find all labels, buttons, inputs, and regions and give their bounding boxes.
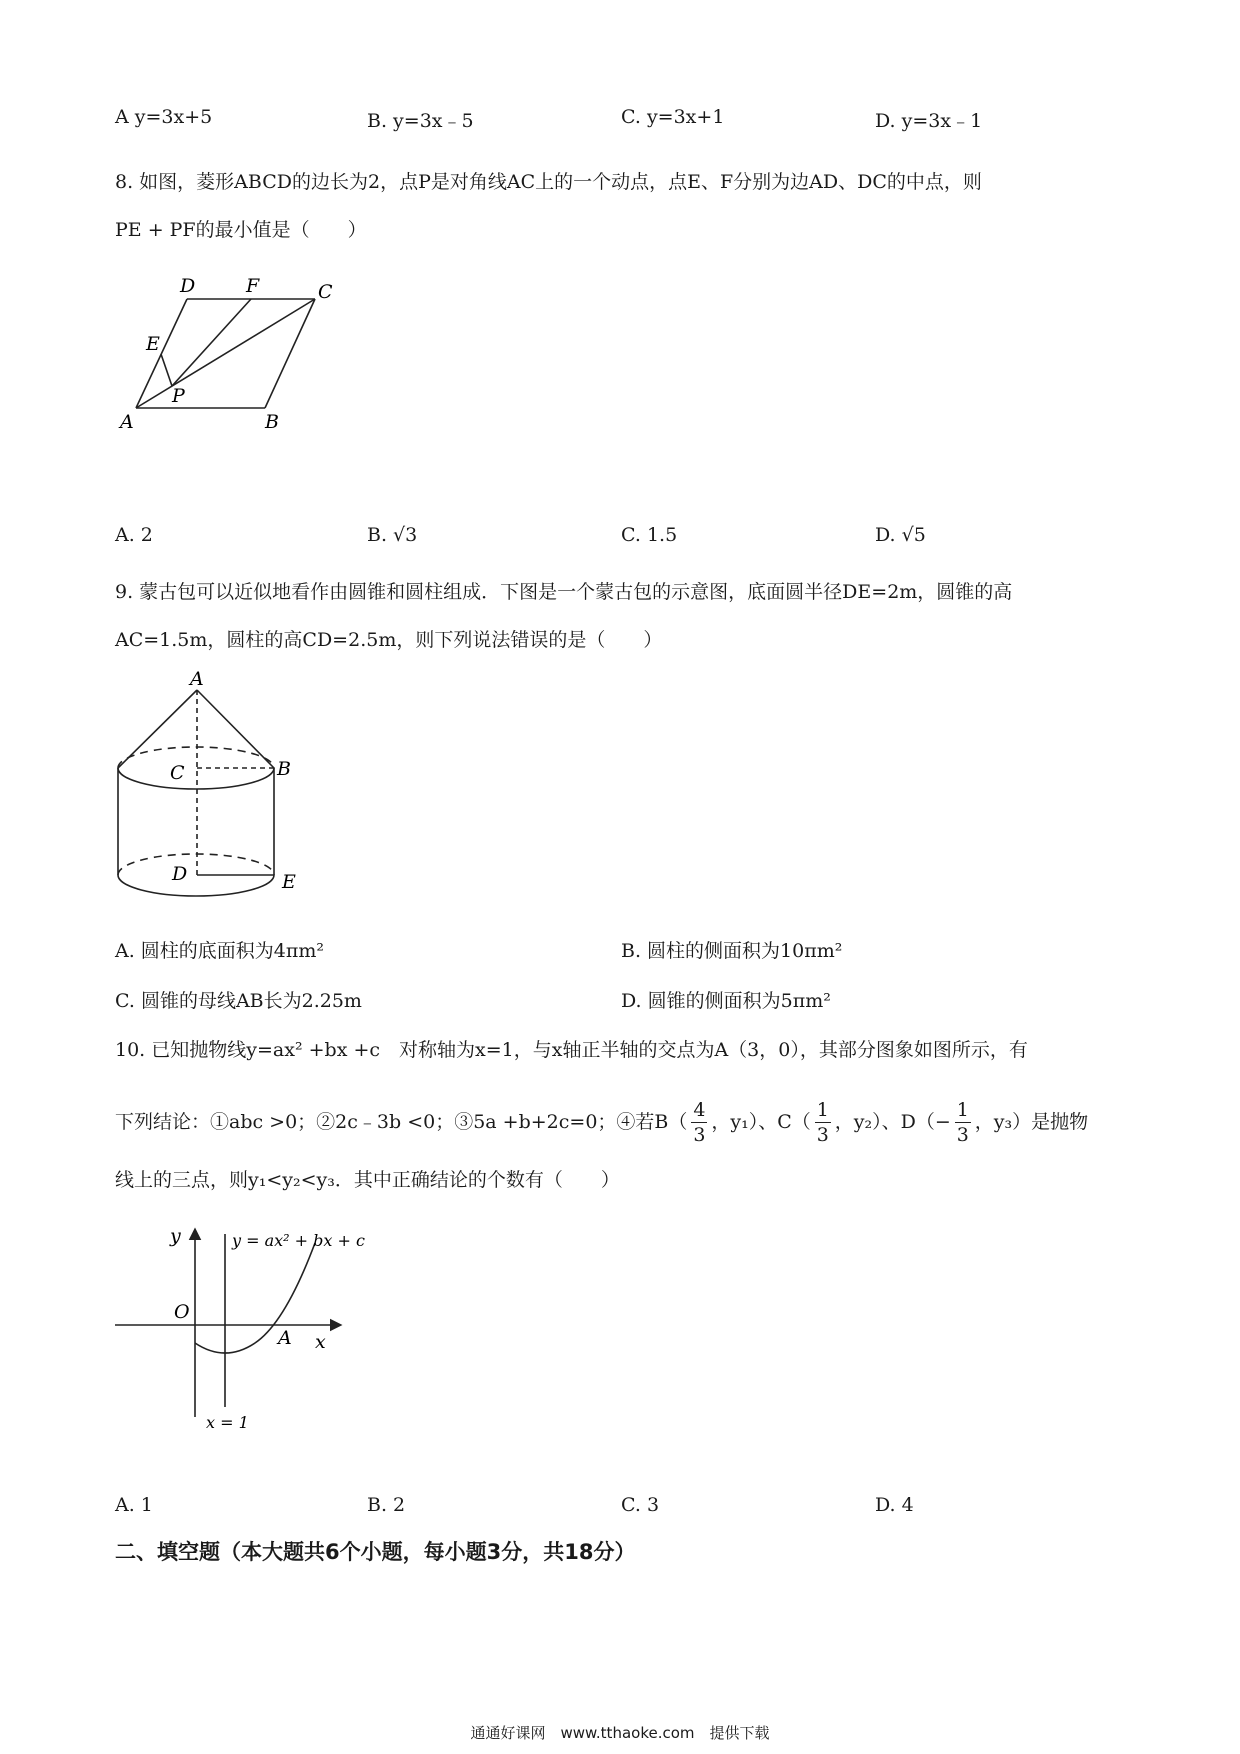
q10-option-a: A. 1 xyxy=(115,1494,153,1516)
q7-option-c: C. y=3x+1 xyxy=(621,106,725,128)
q9-stem-line1: 9. 蒙古包可以近似地看作由圆锥和圆柱组成．下图是一个蒙古包的示意图，底面圆半径DE=2m，圆锥的高 xyxy=(115,581,1013,603)
q8-rhombus-figure xyxy=(110,268,350,438)
q10-option-d: D. 4 xyxy=(875,1494,914,1516)
label-a: A xyxy=(278,1327,292,1349)
q9-option-c: C. 圆锥的母线AB长为2.25m xyxy=(115,990,362,1012)
label-a: A xyxy=(190,668,204,690)
top-ellipse-front xyxy=(118,768,274,789)
page-footer: 通通好课网 www.tthaoke.com 提供下载 xyxy=(470,1724,770,1742)
q8-option-b: B. √3 xyxy=(367,524,418,546)
label-x: x xyxy=(315,1331,326,1353)
q10-line2-start: 下列结论：①abc >0；②2c﹣3b <0；③5a +b+2c=0；④若B（ xyxy=(115,1111,688,1133)
cone-right-slant xyxy=(197,690,274,768)
label-p: P xyxy=(172,385,185,407)
q10-stem-line3: 线上的三点，则y₁<y₂<y₃．其中正确结论的个数有（ ） xyxy=(115,1169,620,1191)
fraction-c-den: 3 xyxy=(816,1123,829,1146)
section-title: 二、填空题（本大题共6个小题，每小题3分，共18分） xyxy=(115,1540,636,1564)
q10-line2-mid2: ，y₂）、D（− xyxy=(834,1111,951,1133)
segment-pf xyxy=(172,299,251,386)
label-y: y xyxy=(170,1225,181,1247)
top-ellipse-back xyxy=(118,747,274,768)
fraction-b-den: 3 xyxy=(693,1123,706,1146)
fraction-d-num: 1 xyxy=(956,1098,969,1121)
q7-option-d: D. y=3x﹣1 xyxy=(875,110,983,132)
q10-option-b: B. 2 xyxy=(367,1494,406,1516)
q8-options xyxy=(115,524,1135,554)
q9-option-d: D. 圆锥的侧面积为5πm² xyxy=(621,990,831,1012)
q9-options xyxy=(115,936,1135,1016)
label-axis: x = 1 xyxy=(206,1413,249,1432)
q9-option-a: A. 圆柱的底面积为4πm² xyxy=(115,940,325,962)
q9-stem-line2: AC=1.5m，圆柱的高CD=2.5m，则下列说法错误的是（ ） xyxy=(115,629,663,651)
label-c: C xyxy=(318,281,333,303)
q8-option-c: C. 1.5 xyxy=(621,524,678,546)
q10-line2-mid1: ，y₁）、C（ xyxy=(711,1111,811,1133)
segment-pe xyxy=(161,354,172,386)
label-d: D xyxy=(172,863,188,885)
label-e: E xyxy=(282,871,296,893)
q10-stem-line1: 10. 已知抛物线y=ax² +bx +c 对称轴为x=1，与x轴正半轴的交点为A（3，0），其部分图象如图所示，有 xyxy=(115,1039,1028,1061)
q10-parabola-figure xyxy=(110,1222,390,1442)
q10-line2-end: ，y₃）是抛物 xyxy=(974,1111,1089,1133)
label-c: C xyxy=(170,762,185,784)
q8-option-a: A. 2 xyxy=(115,524,153,546)
q10-stem-line2 xyxy=(115,1090,1088,1154)
fraction-c-num: 1 xyxy=(816,1098,829,1121)
label-equation: y = ax² + bx + c xyxy=(232,1231,365,1250)
q7-option-b: B. y=3x﹣5 xyxy=(367,110,474,132)
q9-option-b: B. 圆柱的侧面积为10πm² xyxy=(621,940,843,962)
fraction-d-den: 3 xyxy=(956,1123,969,1146)
label-a: A xyxy=(120,411,134,433)
diagonal-ac xyxy=(136,299,315,408)
label-b: B xyxy=(265,411,279,433)
label-f: F xyxy=(246,275,260,297)
q10-options xyxy=(115,1494,1135,1524)
label-o: O xyxy=(174,1301,190,1323)
q8-stem-line2: PE + PF的最小值是（ ） xyxy=(115,219,367,241)
fraction-b-num: 4 xyxy=(693,1098,706,1121)
q7-option-a: A y=3x+5 xyxy=(115,106,213,128)
q8-option-d: D. √5 xyxy=(875,524,926,546)
bottom-ellipse-front xyxy=(118,875,274,896)
fraction-c xyxy=(815,1098,831,1147)
q10-option-c: C. 3 xyxy=(621,1494,660,1516)
q9-yurt-figure xyxy=(110,668,320,908)
q8-stem-line1: 8. 如图，菱形ABCD的边长为2，点P是对角线AC上的一个动点，点E、F分别为边AD、DC的中点，则 xyxy=(115,171,982,193)
label-d: D xyxy=(180,275,196,297)
label-b: B xyxy=(277,758,291,780)
parabola-curve xyxy=(195,1243,315,1353)
q7-options xyxy=(115,106,1135,136)
rhombus-side-bc xyxy=(265,299,315,408)
fraction-d xyxy=(955,1098,971,1147)
label-e: E xyxy=(146,333,160,355)
fraction-b xyxy=(691,1098,707,1147)
bottom-ellipse-back xyxy=(118,854,274,875)
